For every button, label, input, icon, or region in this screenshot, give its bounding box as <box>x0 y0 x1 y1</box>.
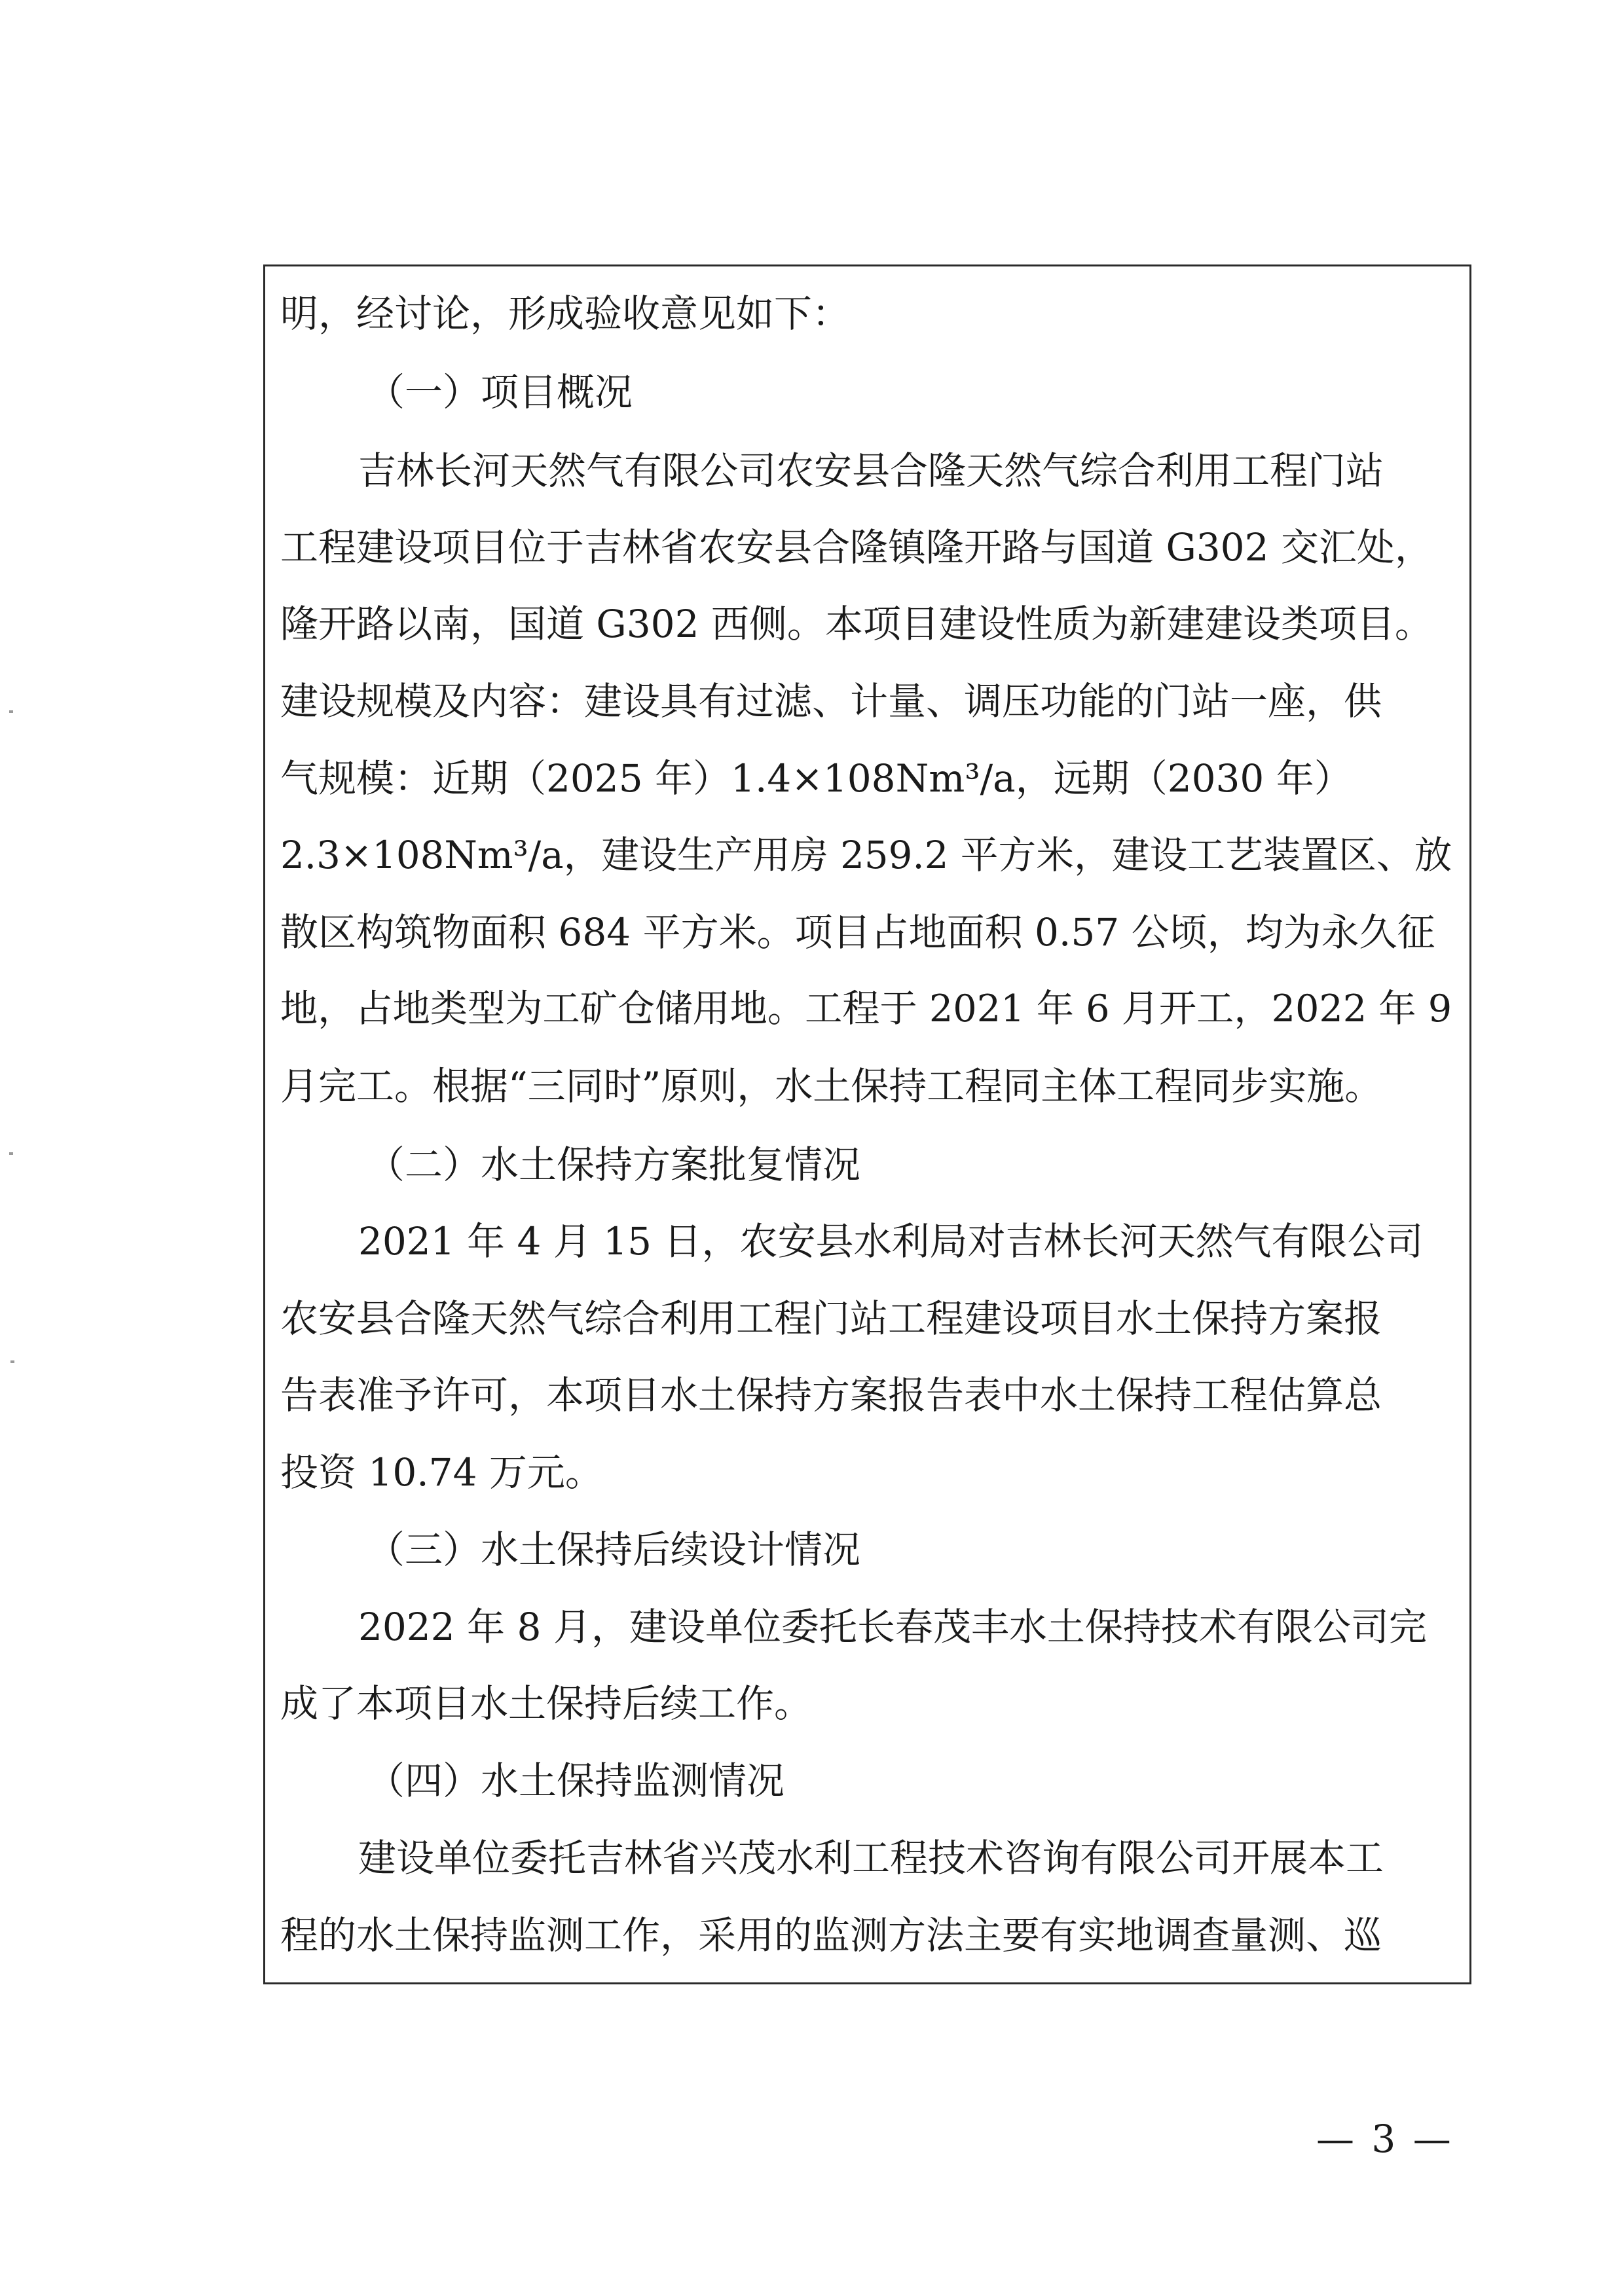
paragraph-line: 农安县合隆天然气综合利用工程门站工程建设项目水土保持方案报 <box>280 1296 1382 1341</box>
paragraph-line: 吉林长河天然气有限公司农安县合隆天然气综合利用工程门站 <box>358 448 1384 493</box>
paragraph-line: 程的水土保持监测工作，采用的监测方法主要有实地调查量测、巡 <box>280 1913 1382 1958</box>
scan-mark <box>10 1360 14 1363</box>
paragraph-line: 告表准予许可，本项目水土保持方案报告表中水土保持工程估算总 <box>280 1373 1382 1417</box>
paragraph-line: 地，占地类型为工矿仓储用地。工程于 2021 年 6 月开工，2022 年 9 <box>280 987 1452 1030</box>
paragraph-line: 明，经讨论，形成验收意见如下： <box>280 291 851 336</box>
paragraph-line: 2021 年 4 月 15 日，农安县水利局对吉林长河天然气有限公司 <box>358 1219 1424 1264</box>
section-heading: （四）水土保持监测情况 <box>367 1758 785 1803</box>
scan-mark <box>9 710 13 713</box>
content-border-frame <box>263 264 1471 1984</box>
paragraph-line: 隆开路以南，国道 G302 西侧。本项目建设性质为新建建设类项目。 <box>280 602 1433 646</box>
paragraph-line: 成了本项目水土保持后续工作。 <box>280 1681 813 1726</box>
paragraph-line: 散区构筑物面积 684 平方米。项目占地面积 0.57 公顷，均为永久征 <box>280 910 1435 955</box>
section-heading: （一）项目概况 <box>367 370 633 414</box>
scan-mark <box>9 1152 13 1155</box>
section-heading: （二）水土保持方案批复情况 <box>367 1142 861 1187</box>
paragraph-line: 气规模：近期（2025 年）1.4×108Nm³/a，远期（2030 年） <box>280 756 1352 801</box>
paragraph-line: 2.3×108Nm³/a，建设生产用房 259.2 平方米，建设工艺装置区、放 <box>280 833 1452 877</box>
paragraph-line: 投资 10.74 万元。 <box>280 1450 603 1495</box>
section-heading: （三）水土保持后续设计情况 <box>367 1527 861 1572</box>
paragraph-line: 建设规模及内容：建设具有过滤、计量、调压功能的门站一座，供 <box>280 679 1382 723</box>
page-number: — 3 — <box>1316 2117 1454 2161</box>
paragraph-line: 月完工。根据“三同时”原则，水土保持工程同主体工程同步实施。 <box>280 1064 1383 1108</box>
paragraph-line: 建设单位委托吉林省兴茂水利工程技术咨询有限公司开展本工 <box>358 1836 1384 1880</box>
paragraph-line: 工程建设项目位于吉林省农安县合隆镇隆开路与国道 G302 交汇处， <box>280 525 1433 570</box>
paragraph-line: 2022 年 8 月，建设单位委托长春茂丰水土保持技术有限公司完 <box>358 1605 1427 1649</box>
